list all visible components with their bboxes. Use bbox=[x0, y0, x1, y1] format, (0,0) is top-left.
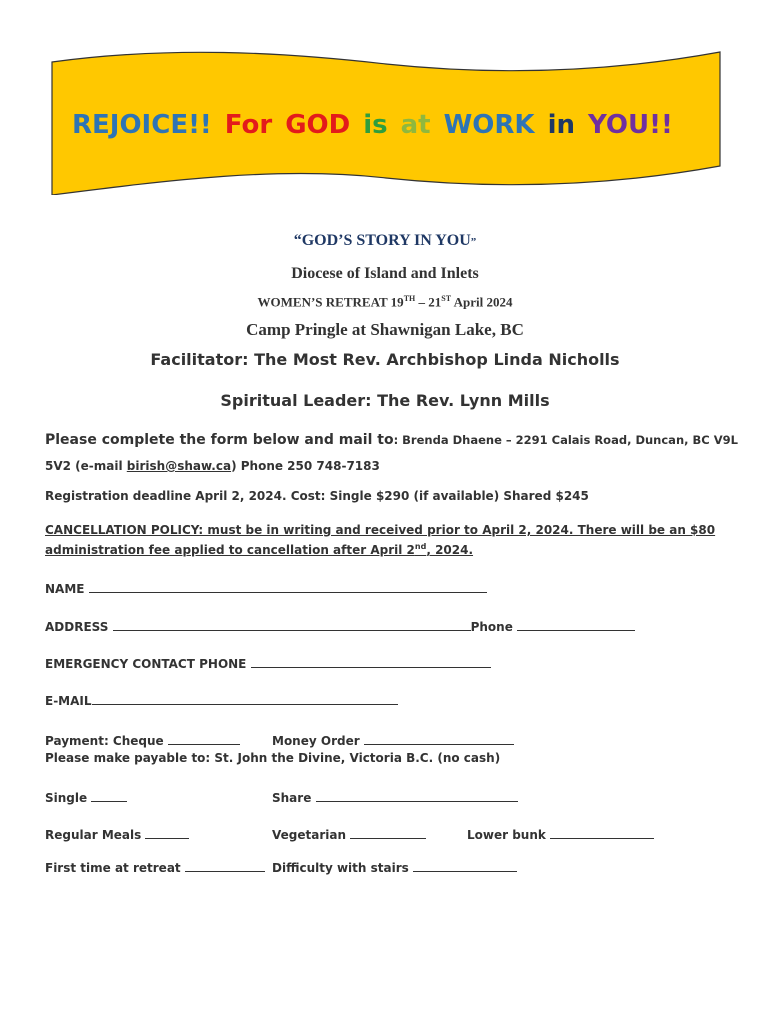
retreat-location: Camp Pringle at Shawnigan Lake, BC bbox=[246, 320, 524, 339]
retreat-dates-sup2: ST bbox=[441, 294, 452, 303]
first-time-label: First time at retreat bbox=[45, 861, 181, 875]
email-link[interactable]: birish@shaw.ca bbox=[126, 459, 232, 473]
banner-word: at bbox=[400, 110, 431, 140]
money-order-row bbox=[272, 732, 514, 748]
address-row bbox=[45, 618, 635, 634]
banner-word: YOU!! bbox=[587, 110, 673, 140]
vegetarian-label: Vegetarian bbox=[272, 828, 347, 842]
stairs-field[interactable] bbox=[413, 859, 517, 872]
single-field[interactable] bbox=[91, 789, 127, 802]
cancellation-line-1: CANCELLATION POLICY: must be in writing and received prior to April 2, 2024. There will be an $80 bbox=[45, 523, 716, 537]
lower-bunk-field[interactable] bbox=[550, 826, 654, 839]
mail-instructions-lead: Please complete the form below and mail to bbox=[45, 432, 394, 448]
banner-word: GOD bbox=[285, 110, 351, 140]
cheque-field[interactable] bbox=[168, 732, 240, 745]
banner-word: REJOICE!! bbox=[72, 110, 212, 140]
share-field[interactable] bbox=[316, 789, 518, 802]
money-order-field[interactable] bbox=[364, 732, 514, 745]
stairs-label: Difficulty with stairs bbox=[272, 861, 409, 875]
payment-row bbox=[45, 732, 240, 748]
lower-bunk-label: Lower bunk bbox=[467, 828, 546, 842]
header-banner bbox=[50, 50, 722, 195]
emergency-row bbox=[45, 655, 491, 671]
contact-line bbox=[45, 459, 380, 473]
vegetarian-row bbox=[272, 826, 426, 842]
regular-meals-label: Regular Meals bbox=[45, 828, 142, 842]
retreat-title bbox=[0, 232, 770, 250]
vegetarian-field[interactable] bbox=[350, 826, 426, 839]
retreat-dates-sup1: TH bbox=[403, 294, 416, 303]
retreat-dates bbox=[0, 294, 770, 310]
retreat-dates-pre: WOMEN’S RETREAT 19 bbox=[257, 294, 404, 310]
contact-pre: 5V2 (e-mail bbox=[45, 459, 127, 473]
stairs-row bbox=[272, 859, 517, 875]
banner-word: is bbox=[363, 110, 388, 140]
email-label: E-MAIL bbox=[45, 694, 92, 708]
name-row bbox=[45, 580, 487, 596]
retreat-dates-post: April 2024 bbox=[451, 294, 513, 310]
email-field[interactable] bbox=[92, 692, 398, 705]
single-label: Single bbox=[45, 791, 88, 805]
mail-address: : Brenda Dhaene – 2291 Calais Road, Duncan, BC V9L bbox=[393, 433, 738, 447]
address-label: ADDRESS bbox=[45, 620, 109, 634]
banner-word: in bbox=[547, 110, 575, 140]
title-close-quote: ” bbox=[470, 236, 477, 248]
registration-info: Registration deadline April 2, 2024. Cost: Single $290 (if available) Shared $245 bbox=[45, 489, 589, 503]
title-text: “GOD’S STORY IN YOU bbox=[293, 232, 471, 249]
retreat-dates-mid: – 21 bbox=[415, 294, 442, 310]
address-field[interactable] bbox=[113, 618, 471, 631]
email-row bbox=[45, 692, 398, 708]
facilitator: Facilitator: The Most Rev. Archbishop Linda Nicholls bbox=[150, 350, 620, 369]
first-time-row bbox=[45, 859, 265, 875]
name-field[interactable] bbox=[89, 580, 487, 593]
share-label: Share bbox=[272, 791, 312, 805]
banner-word: For bbox=[224, 110, 273, 140]
payable-note: Please make payable to: St. John the Divine, Victoria B.C. (no cash) bbox=[45, 751, 501, 765]
emergency-label: EMERGENCY CONTACT PHONE bbox=[45, 657, 247, 671]
regular-meals-row bbox=[45, 826, 189, 842]
single-row bbox=[45, 789, 127, 805]
contact-phone: ) Phone 250 748-7183 bbox=[231, 459, 380, 473]
money-order-label: Money Order bbox=[272, 734, 360, 748]
cancellation-line-2-pre: administration fee applied to cancellation after April 2 bbox=[45, 543, 415, 557]
phone-field[interactable] bbox=[517, 618, 635, 631]
cancellation-line-2-post: , 2024. bbox=[426, 543, 474, 557]
phone-label: Phone bbox=[470, 620, 513, 634]
spiritual-leader: Spiritual Leader: The Rev. Lynn Mills bbox=[220, 391, 550, 410]
emergency-phone-field[interactable] bbox=[251, 655, 491, 668]
share-row bbox=[272, 789, 518, 805]
lower-bunk-row bbox=[467, 826, 654, 842]
mail-instructions bbox=[45, 432, 738, 448]
payment-cheque-label: Payment: Cheque bbox=[45, 734, 164, 748]
first-time-field[interactable] bbox=[185, 859, 265, 872]
cancellation-line-2-sup: nd bbox=[414, 542, 427, 551]
regular-meals-field[interactable] bbox=[145, 826, 189, 839]
name-label: NAME bbox=[45, 582, 85, 596]
banner-word: WORK bbox=[443, 110, 535, 140]
banner-headline bbox=[72, 110, 686, 140]
cancellation-line-2 bbox=[45, 542, 473, 557]
diocese-name: Diocese of Island and Inlets bbox=[291, 265, 479, 282]
